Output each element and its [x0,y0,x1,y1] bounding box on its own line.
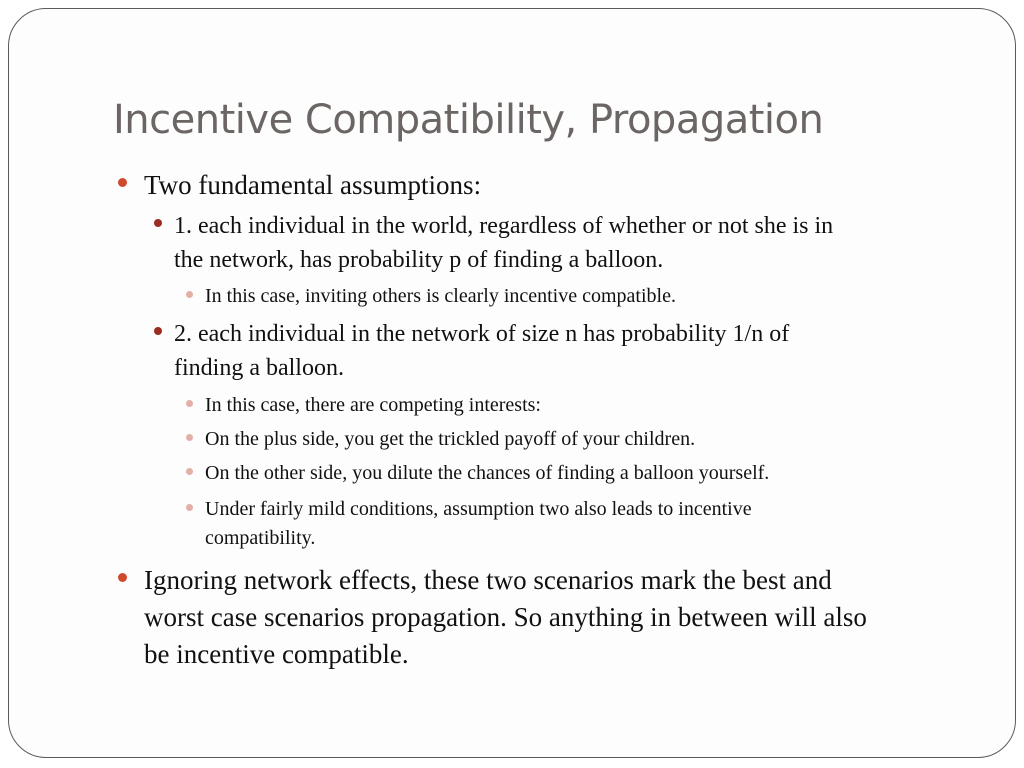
bullet-dot-icon [186,291,193,298]
bullet-text: Under fairly mild conditions, assumption two also leads to incentive [205,498,752,520]
bullet-dot-icon [186,504,193,511]
bullet-dot-icon [186,400,193,407]
bullet-dot-icon [118,573,127,582]
bullet-dot-icon [186,468,193,475]
bullet-dot-icon [154,219,162,227]
bullet-dot-icon [186,434,193,441]
bullet-text: compatibility. [205,527,316,549]
bullet-text: Two fundamental assumptions: [144,170,482,200]
bullet-text: finding a balloon. [174,355,344,381]
bullet-text: 1. each individual in the world, regardless of whether or not she is in [174,213,834,239]
bullet-text: On the plus side, you get the trickled payoff of your children. [205,428,696,450]
bullet-text: Ignoring network effects, these two scenarios mark the best and [144,565,832,595]
slide-title: Incentive Compatibility, Propagation [113,97,824,143]
bullet-text: worst case scenarios propagation. So anything in between will also [144,602,867,632]
bullet-text: the network, has probability p of finding a balloon. [174,247,664,273]
bullet-dot-icon [154,327,162,335]
bullet-text: On the other side, you dilute the chances of finding a balloon yourself. [205,462,770,484]
bullet-text: be incentive compatible. [144,639,409,669]
bullet-text: In this case, inviting others is clearly incentive compatible. [205,285,676,307]
bullet-dot-icon [118,178,127,187]
bullet-text: 2. each individual in the network of size n has probability 1/n of [174,321,790,347]
bullet-text: In this case, there are competing interests: [205,394,541,416]
